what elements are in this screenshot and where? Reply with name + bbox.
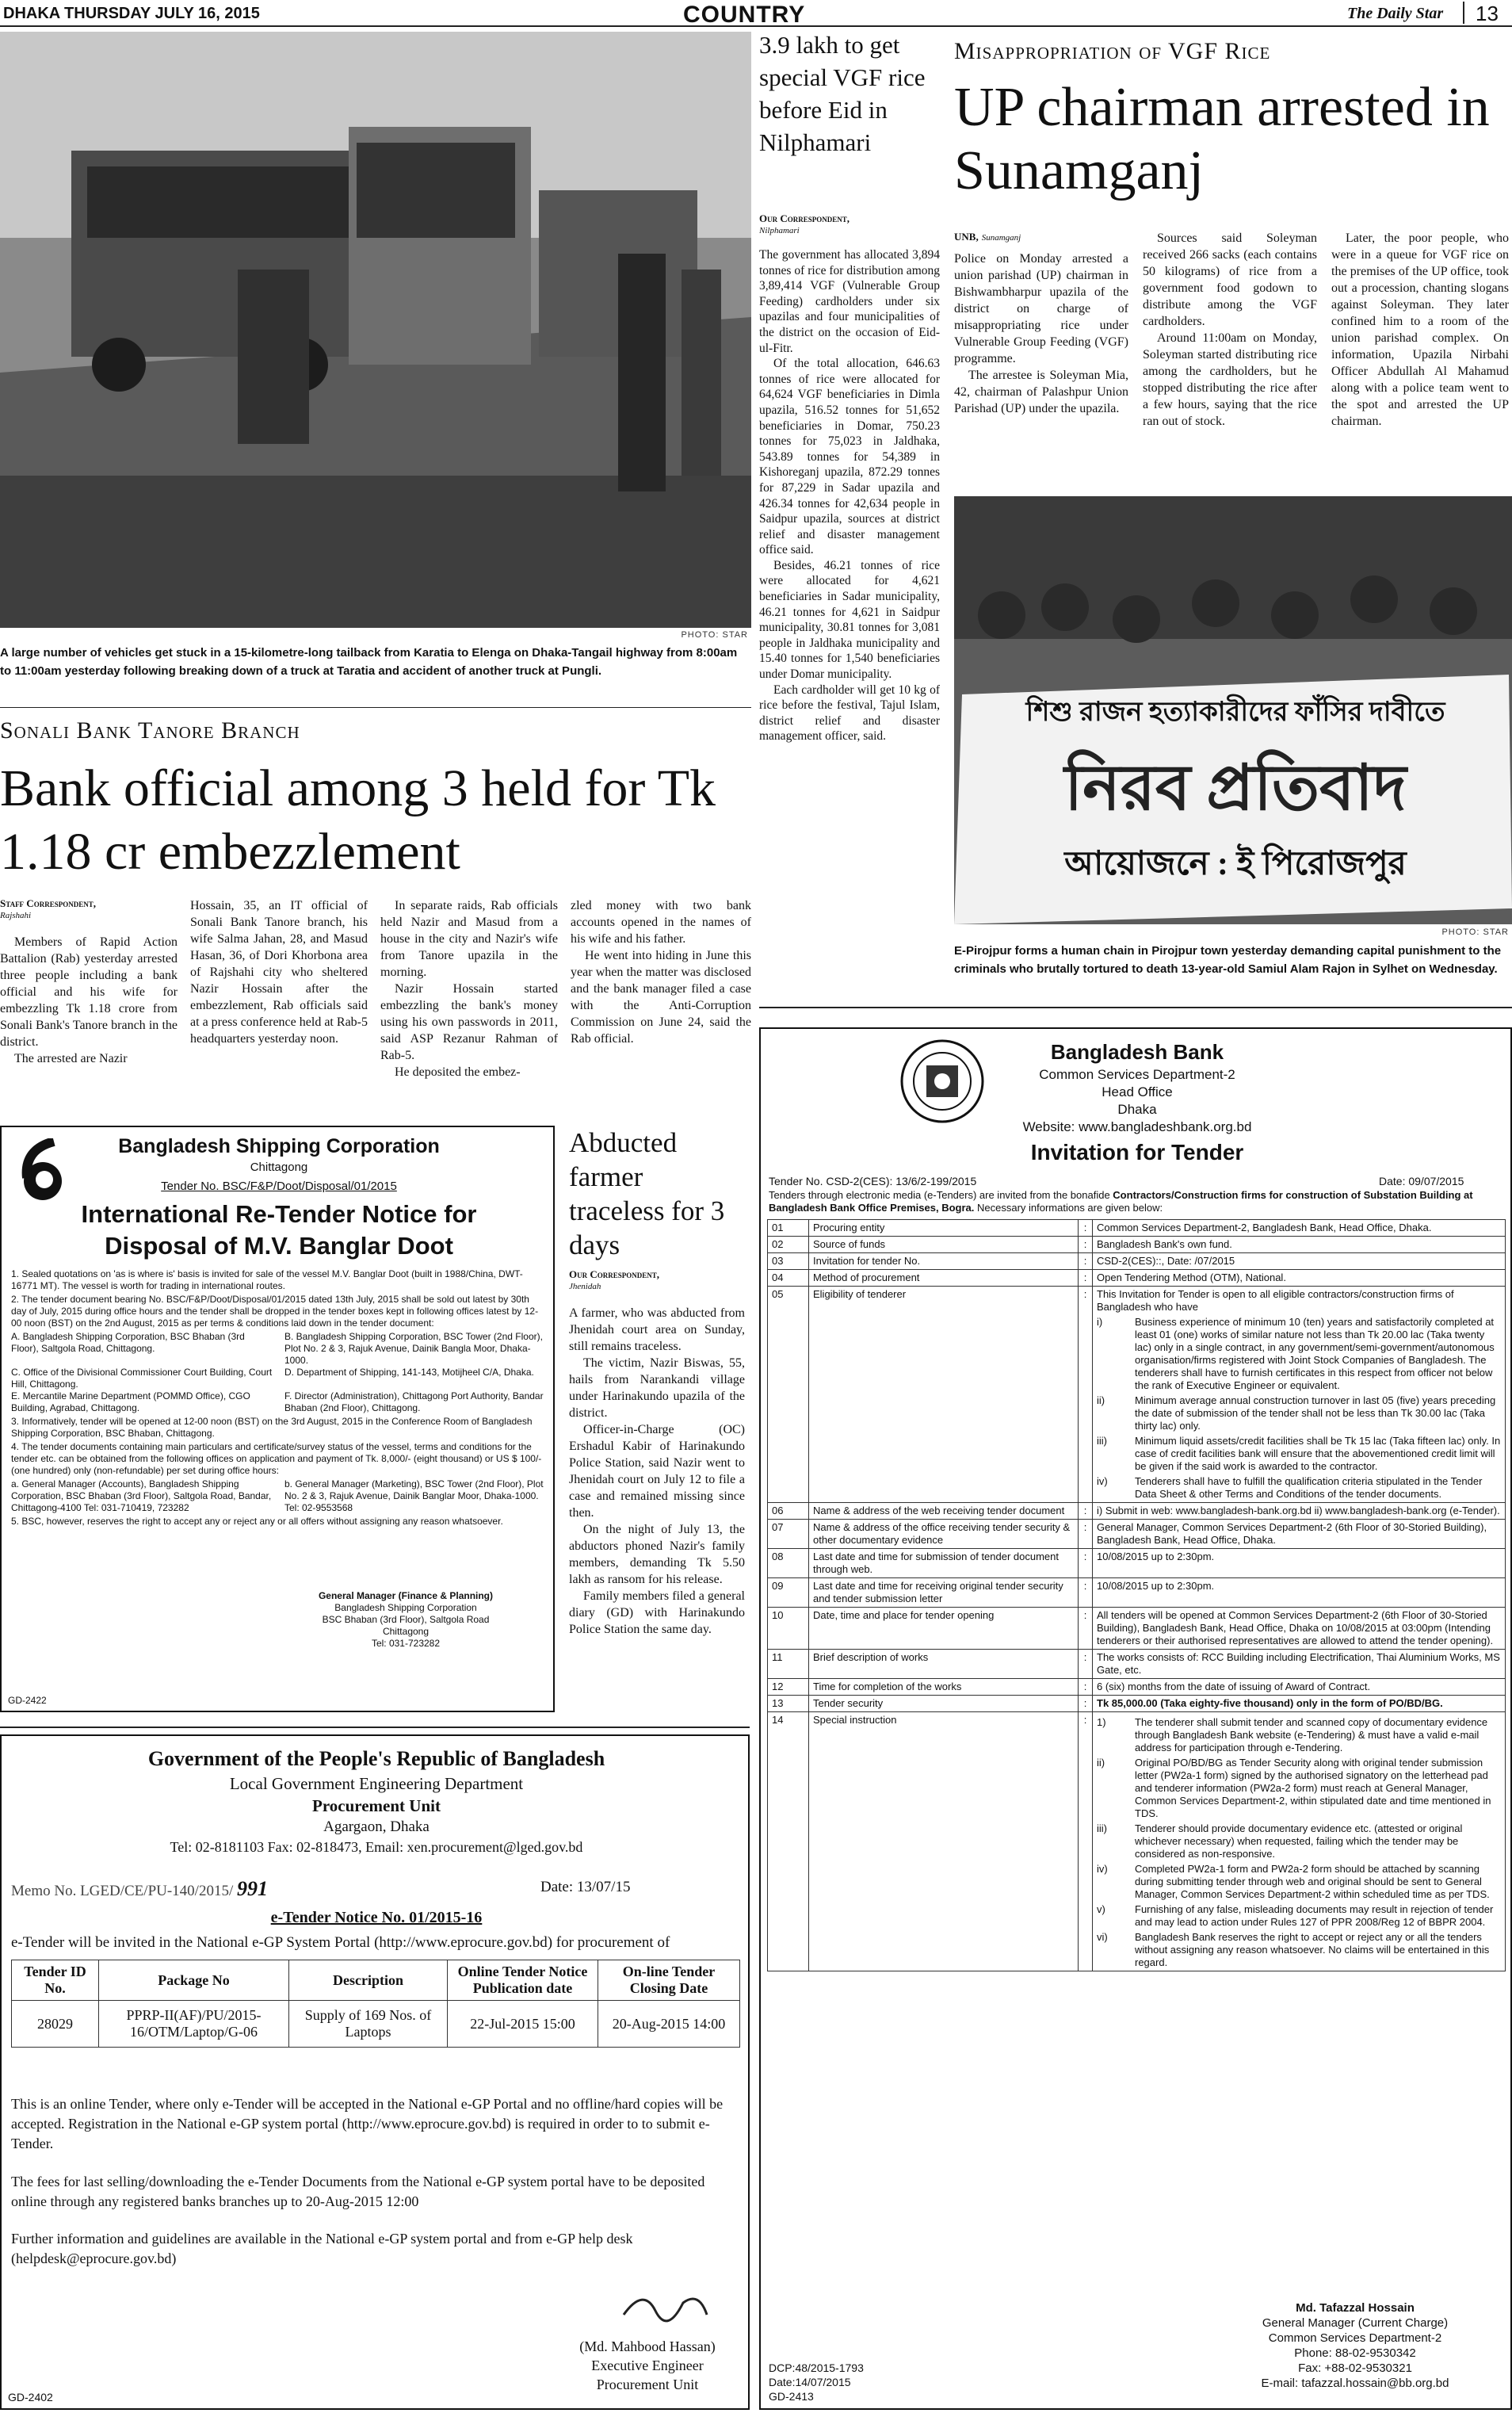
row-colon: : <box>1079 1712 1093 1971</box>
item-text: Minimum average annual construction turnover in last 05 (five) years preceding the date of submission of the tender shall not be less than Tk 30.00 lac (Taka thirty lac) only. <box>1135 1394 1496 1432</box>
item-key: iii) <box>1097 1822 1107 1834</box>
story-paragraph: On the night of July 13, the abductors phoned Nazir's family members, demanding Tk 5.50 lakh as ransom for his release. <box>569 1523 745 1586</box>
table-cell: PPRP-II(AF)/PU/2015-16/OTM/Laptop/G-06 <box>99 2001 289 2048</box>
instruction-item <box>1097 1863 1501 1901</box>
story-paragraph: Around 11:00am on Monday, Soleyman started distributing rice among the cardholders, but he stopped distributing the rice after a few hours, saying that the rice ran out of stock. <box>1143 331 1317 428</box>
story-paragraph: zled money with two bank accounts opened in the names of his wife and his father. <box>571 899 751 946</box>
sign-city: Chittagong <box>382 1626 430 1637</box>
row-colon: : <box>1079 1287 1093 1503</box>
ad-paragraph: The fees for last selling/downloading the e-Tender Documents from the National e-GP system portal have to be deposited online through any registered banks branches up to 20-Aug-2015 12:00 <box>11 2174 705 2209</box>
row-colon: : <box>1079 1608 1093 1650</box>
row-number: 05 <box>768 1287 809 1503</box>
up-column-2 <box>1143 230 1317 480</box>
table-row <box>768 1520 1506 1549</box>
story-paragraph: Nazir Hossain started embezzling the bank's money using his own passwords in 2011, said ASP Rezanur Rahman of Rab-5. <box>380 982 558 1062</box>
byline-place: Rajshahi <box>0 911 32 920</box>
table-row <box>768 1503 1506 1520</box>
sign-tel: Tel: 031-723282 <box>371 1638 441 1649</box>
row-label: Brief description of works <box>809 1650 1079 1679</box>
table-cell: 20-Aug-2015 14:00 <box>598 2001 740 2048</box>
story-paragraph: Sources said Soleyman received 266 sacks (each contains 50 kilograms) of rice from a government food godown to distribute among the VGF cardholders. <box>1143 231 1317 328</box>
ad-gov: Government of the People's Republic of Bangladesh <box>147 1747 605 1770</box>
office-item: D. Department of Shipping, 141-143, Motijheel C/A, Dhaka. <box>284 1367 534 1378</box>
row-colon: : <box>1079 1696 1093 1712</box>
page-header <box>0 0 1512 27</box>
bangladesh-bank-tender-ad <box>759 1027 1512 2410</box>
table-header-cell: Online Tender Notice Publication date <box>448 1960 598 2001</box>
row-value: Bangladesh Bank's own fund. <box>1093 1237 1506 1253</box>
story-paragraph: He deposited the embez- <box>395 1065 521 1079</box>
vgf-body <box>759 247 940 1000</box>
section-title: COUNTRY <box>683 2 806 28</box>
up-column-3 <box>1331 230 1509 480</box>
table-row <box>768 1679 1506 1696</box>
ad-signature <box>548 2337 746 2394</box>
byline <box>0 897 178 921</box>
table-row <box>768 1650 1506 1679</box>
story-paragraph: Officer-in-Charge (OC) Ershadul Kabir of Harinakundo Police Station, said Nazir went to Jhenidah court on July 12 to file a case and remained missing since then. <box>569 1423 745 1520</box>
row-number: 04 <box>768 1270 809 1287</box>
instruction-item <box>1097 1931 1501 1969</box>
row-value: 6 (six) months from the date of issuing of Award of Contract. <box>1093 1679 1506 1696</box>
eligibility-item <box>1097 1475 1501 1501</box>
row-label: Procuring entity <box>809 1220 1079 1237</box>
signature-scribble-icon <box>620 2283 715 2331</box>
lged-tender-ad <box>0 1734 750 2410</box>
ad-website: Website: www.bangladeshbank.org.bd <box>1022 1119 1252 1134</box>
story-column-2 <box>190 897 368 1105</box>
table-row <box>12 2001 740 2048</box>
ad-item: 5. BSC, however, reserves the right to accept any or reject any or all offers without assigning any reason whatsoever. <box>11 1516 503 1527</box>
ad-dept: Common Services Department-2 <box>1039 1067 1235 1082</box>
row-colon: : <box>1079 1679 1093 1696</box>
header-divider <box>1463 2 1464 24</box>
table-cell: 22-Jul-2015 15:00 <box>448 2001 598 2048</box>
row-value: Common Services Department-2, Bangladesh Bank, Head Office, Dhaka. <box>1093 1220 1506 1237</box>
dcp-date: Date:14/07/2015 <box>769 2376 851 2388</box>
ad-item: 2. The tender document bearing No. BSC/F&P/Doot/Disposal/01/2015 dated 13th July, 2015 shall be sold out latest by 30th day of July, 2015 during office hours and the tender shall be dropped in the tender boxes kept in following offices latest by 12-00 noon (BST) on the 2nd August, 2015 as per terms & conditions laid down in the tender document: <box>11 1294 539 1329</box>
story-column-1 <box>0 934 178 1104</box>
notice-number: e-Tender Notice No. 01/2015-16 <box>270 1909 483 1926</box>
office-item: B. Bangladesh Shipping Corporation, BSC Tower (2nd Floor), Plot No. 2 & 3, Rajuk Avenue, Dainik Bangla Moor, Dhaka-1000. <box>284 1331 543 1366</box>
item-text: Minimum liquid assets/credit facilities shall be Tk 15 lac (Taka fifteen lac) only. In case of credit facilities bank will ensure that the abovementioned credit limit will be given if the said work is awarded to the contractor. <box>1135 1435 1501 1472</box>
ad-item: 4. The tender documents containing main particulars and certificate/survey status of the vessel, terms and conditions for the tender etc. can be obtained from the following offices on application and payment of Tk. 8,000/- (eight thousand) or US $ 100/- (one hundred) only (non-refundable) per set during office hours: <box>11 1441 542 1476</box>
row-number: 13 <box>768 1696 809 1712</box>
story-paragraph: Each cardholder will get 10 kg of rice before the festival, Tajul Islam, district relief and disaster management officer, said. <box>759 683 940 744</box>
dcp-number: DCP:48/2015-1793 <box>769 2361 864 2374</box>
story-kicker: Sonali Bank Tanore Branch <box>0 717 300 744</box>
item-key: ii) <box>1097 1757 1105 1769</box>
table-header-cell: Package No <box>99 1960 289 2001</box>
photo-caption: A large number of vehicles get stuck in a 15-kilometre-long tailback from Karatia to Elenga on Dhaka-Tangail highway from 8:00am to 11:00am yesterday following breaking down of a truck at Taratia and accident of another truck at Pungli. <box>0 646 738 678</box>
abducted-body <box>569 1305 745 1717</box>
photo-credit: PHOTO: STAR <box>681 630 748 640</box>
row-label: Source of funds <box>809 1237 1079 1253</box>
instruction-item <box>1097 1822 1501 1860</box>
sign-address: BSC Bhaban (3rd Floor), Saltgola Road <box>322 1614 490 1625</box>
sign-name: Md. Tafazzal Hossain <box>1296 2301 1415 2315</box>
item-key: i) <box>1097 1316 1103 1328</box>
bsc-tender-ad <box>0 1126 555 1712</box>
ad-code: GD-2413 <box>769 2390 814 2403</box>
ad-dept: Local Government Engineering Department <box>229 1774 524 1793</box>
story-paragraph: Police on Monday arrested a union parishad (UP) chairman in Bishwambharpur upazila of the district on charge of misappropriating rice under Vulnerable Group Feeding (VGF) programme. <box>954 252 1128 365</box>
ad-intro: e-Tender will be invited in the National e-GP System Portal (http://www.eprocure.gov.bd) for procurement of <box>11 1934 670 1951</box>
table-row <box>768 1237 1506 1253</box>
story-paragraph: Members of Rapid Action Battalion (Rab) yesterday arrested three people including a bank official and his wife for embezzling Tk 1.18 crore from Sonali Bank's Tanore branch in the district. <box>0 935 178 1049</box>
ad-signature <box>271 1590 540 1650</box>
row-label: Last date and time for submission of tender document through web. <box>809 1549 1079 1578</box>
table-header-row <box>12 1960 740 2001</box>
sign-title: Executive Engineer <box>591 2358 704 2373</box>
traffic-jam-photo <box>0 32 751 628</box>
story-kicker: Misappropriation of VGF Rice <box>954 38 1271 64</box>
eligibility-item <box>1097 1435 1501 1473</box>
up-headline: UP chairman arrested in Sunamganj <box>954 77 1490 201</box>
ad-intro <box>769 1189 1504 1214</box>
row-colon: : <box>1079 1253 1093 1270</box>
row-number: 12 <box>768 1679 809 1696</box>
row-number: 11 <box>768 1650 809 1679</box>
item-text: Tenderer should provide documentary evidence etc. (attested or original whichever necessary) when requested, failing which the tender may be considered as non-responsive. <box>1135 1822 1463 1860</box>
ad-body <box>11 1268 547 1528</box>
item-text: Completed PW2a-1 form and PW2a-2 form should be attached by scanning during submitting tender through web and original should be sent to General Manager, Common Services Department-2 within scheduled time as per TDS. <box>1135 1863 1490 1900</box>
row-value: Tk 85,000.00 (Taka eighty-five thousand) only in the form of PO/BD/BG. <box>1093 1696 1506 1712</box>
item-key: iv) <box>1097 1863 1108 1875</box>
intro-text: Tenders through electronic media (e-Tenders) are invited from the bonafide <box>769 1189 1113 1201</box>
row-value: General Manager, Common Services Department-2 (6th Floor of 30-Storied Building), Bangladesh Bank, Head Office, Dhaka. <box>1093 1520 1506 1549</box>
ad-org: Bangladesh Bank <box>1050 1040 1224 1064</box>
table-row <box>768 1578 1506 1608</box>
item-key: iii) <box>1097 1435 1107 1447</box>
table-row <box>768 1549 1506 1578</box>
row-label: Tender security <box>809 1696 1079 1712</box>
item-key: ii) <box>1097 1394 1105 1406</box>
row-value: Open Tendering Method (OTM), National. <box>1093 1270 1506 1287</box>
row-value: 10/08/2015 up to 2:30pm. <box>1093 1549 1506 1578</box>
row-colon: : <box>1079 1270 1093 1287</box>
row-number: 06 <box>768 1503 809 1520</box>
ad-code: GD-2422 <box>8 1695 47 1706</box>
ad-title-line-1: International Re-Tender Notice for <box>81 1200 477 1228</box>
row-number: 07 <box>768 1520 809 1549</box>
instruction-item <box>1097 1903 1501 1929</box>
office-item: F. Director (Administration), Chittagong Port Authority, Bandar Bhaban (2nd Floor), Chittagong. <box>284 1390 544 1413</box>
table-header-cell: Description <box>289 1960 448 2001</box>
table-cell: Supply of 169 Nos. of Laptops <box>289 2001 448 2048</box>
row-label: Special instruction <box>809 1712 1079 1971</box>
dateline: DHAKA THURSDAY JULY 16, 2015 <box>3 5 260 22</box>
office-list <box>11 1478 547 1514</box>
byline-place: Nilphamari <box>759 226 800 235</box>
banner-line-3: আয়োজনে : ই পিরোজপুর <box>1064 846 1407 882</box>
divider <box>0 1727 750 1728</box>
instruction-item <box>1097 1716 1501 1754</box>
ad-unit: Procurement Unit <box>312 1796 441 1815</box>
office-item: C. Office of the Divisional Commissioner Court Building, Court Hill, Chittagong. <box>11 1367 273 1390</box>
tender-table <box>11 1960 740 2048</box>
row-label: Invitation for tender No. <box>809 1253 1079 1270</box>
row-label: Time for completion of the works <box>809 1679 1079 1696</box>
table-row <box>768 1270 1506 1287</box>
abducted-byline <box>569 1268 743 1292</box>
item-text: The tenderer shall submit tender and scanned copy of documentary evidence through Bangladesh Bank website (e-Tendering) & must have a valid e-mail address for participation through e-Tendering. <box>1135 1716 1488 1753</box>
row-number: 10 <box>768 1608 809 1650</box>
row-value: All tenders will be opened at Common Services Department-2 (6th Floor of 30-Storied Building), Bangladesh Bank, Head Office, Dhaka on 10/08/2015 at 03:00pm (Intending tenderers or their authorised representatives are allowed to attend the tender opening). <box>1093 1608 1506 1650</box>
sign-unit: Procurement Unit <box>596 2377 699 2392</box>
sign-title: General Manager (Current Charge) <box>1262 2316 1449 2330</box>
row-value: CSD-2(CES)::, Date: /07/2015 <box>1093 1253 1506 1270</box>
office-list <box>11 1331 547 1414</box>
row-colon: : <box>1079 1650 1093 1679</box>
row-colon: : <box>1079 1578 1093 1608</box>
ad-signature <box>1205 2300 1506 2391</box>
photo-credit: PHOTO: STAR <box>1441 927 1509 937</box>
divider <box>759 1007 1512 1008</box>
sign-org: Bangladesh Shipping Corporation <box>334 1602 477 1613</box>
vgf-headline: 3.9 lakh to get special VGF rice before Eid in Nilphamari <box>759 31 926 156</box>
tender-date: Date: 09/07/2015 <box>1379 1175 1464 1187</box>
row-label: Method of procurement <box>809 1270 1079 1287</box>
sign-phone: Phone: 88-02-9530342 <box>1294 2346 1416 2360</box>
story-paragraph: Hossain, 35, an IT official of Sonali Bank Tanore branch, his wife Salma Jahan, 28, and Masud Hasan, 36, of Dori Khorbona area of Rajshahi city who sheltered Nazir Hossain after the embezzlement, Rab officials said at a press conference held at Rab-5 headquarters yesterday noon. <box>190 899 368 1046</box>
page-number: 13 <box>1476 2 1499 25</box>
memo-date: Date: 13/07/15 <box>540 1879 631 1895</box>
row-label: Date, time and place for tender opening <box>809 1608 1079 1650</box>
tender-table <box>767 1219 1506 1971</box>
row-value: 10/08/2015 up to 2:30pm. <box>1093 1578 1506 1608</box>
masthead-logo: The Daily Star <box>1347 5 1444 22</box>
eligibility-item <box>1097 1394 1501 1432</box>
byline-name: UNB, <box>954 231 979 243</box>
ad-code: GD-2402 <box>8 2391 53 2403</box>
table-cell: 28029 <box>12 2001 99 2048</box>
row-number: 01 <box>768 1220 809 1237</box>
eligibility-item <box>1097 1316 1501 1392</box>
story-paragraph: The arrestee is Soleyman Mia, 42, chairman of Palashpur Union Parishad (UP) under the upazila. <box>954 369 1128 415</box>
table-row <box>768 1696 1506 1712</box>
row-number: 08 <box>768 1549 809 1578</box>
story-paragraph: Family members filed a general diary (GD) with Harinakundo Police Station the same day. <box>569 1589 745 1636</box>
ad-item: 3. Informatively, tender will be opened at 12-00 noon (BST) on the 3rd August, 2015 in the Conference Room of Bangladesh Shipping Corporation, BSC Bhaban, Chittagong. <box>11 1416 533 1439</box>
intro-text: Necessary informations are given below: <box>974 1202 1163 1214</box>
table-row <box>768 1712 1506 1971</box>
table-row <box>768 1608 1506 1650</box>
row-colon: : <box>1079 1237 1093 1253</box>
row-colon: : <box>1079 1520 1093 1549</box>
row-colon: : <box>1079 1549 1093 1578</box>
table-header-cell: On-line Tender Closing Date <box>598 1960 740 2001</box>
story-column-4 <box>571 897 751 1105</box>
story-paragraph: The victim, Nazir Biswas, 55, hails from Narankandi village under Harinakundo upazila of the district. <box>569 1356 745 1420</box>
ad-contact: Tel: 02-8181103 Fax: 02-818473, Email: xen.procurement@lged.gov.bd <box>170 1839 583 1855</box>
sign-dept: Common Services Department-2 <box>1268 2331 1442 2345</box>
ad-reference <box>769 2361 864 2403</box>
ad-paragraph: This is an online Tender, where only e-Tender will be accepted in the National e-GP Portal and no offline/hard copies will be accepted. Registration in the National e-GP system portal (http://www.eprocure.gov.bd) is required in order to to submit e-Tender. <box>11 2096 724 2151</box>
table-header-cell: Tender ID No. <box>12 1960 99 2001</box>
story-paragraph: Of the total allocation, 646.63 tonnes of rice were allocated for 64,624 VGF beneficiaries in Dimla upazila, 516.52 tonnes for 51,652 beneficiaries in Domar, 750.23 tonnes for 75,023 in Jaldhaka, 543.89 tonnes for 54,389 in Kishoreganj upazila, 872.29 tonnes for 87,229 in Sadar upazila and 426.34 tonnes for 42,634 people in Saidpur upazila, sources at district relief and disaster management office said. <box>759 357 940 557</box>
byline-place: Sunamganj <box>981 233 1021 243</box>
story-paragraph: In separate raids, Rab officials held Nazir and Masud from a house in the city and Nazir's wife from Tanore upazila in the morning. <box>380 899 558 979</box>
up-byline <box>954 230 1128 244</box>
row-number: 02 <box>768 1237 809 1253</box>
row-value: i) Submit in web: www.bangladesh-bank.org.bd ii) www.bangladesh-bank.org (e-Tender). <box>1093 1503 1506 1520</box>
tender-info-table <box>767 1219 1506 1971</box>
byline-name: Our Correspondent, <box>569 1268 660 1280</box>
row-label: Name & address of the office receiving tender security & other documentary evidence <box>809 1520 1079 1549</box>
byline-place: Jhenidah <box>569 1282 601 1291</box>
memo-number <box>11 1877 268 1901</box>
table-row <box>768 1287 1506 1503</box>
story-paragraph: A farmer, who was abducted from Jhenidah court area on Sunday, still remains traceless. <box>569 1306 745 1353</box>
story-paragraph: Later, the poor people, who were in a queue for VGF rice on the premises of the UP office, took out a procession, chanting slogans against Soleyman. They later confined him to a room of the union parishad complex. On information, Upazila Nirbahi Officer Abdullah Al Mahamud along with a police team went to the spot and arrested the UP chairman. <box>1331 231 1509 428</box>
item-text: Tenderers shall have to fulfill the qualification criteria stipulated in the Tender Data Sheet & other Terms and Conditions of the tender documents. <box>1135 1475 1483 1500</box>
divider <box>0 707 751 708</box>
office-item: A. Bangladesh Shipping Corporation, BSC Bhaban (3rd Floor), Saltgola Road, Chittagong. <box>11 1331 245 1354</box>
vgf-byline <box>759 212 941 236</box>
story-paragraph: The government has allocated 3,894 tonnes of rice for distribution among 3,89,414 VGF (Vulnerable Group Feeding) cardholders under six upazilas and four municipalities of the district on the occasion of Eid-ul-Fitr. <box>759 248 940 355</box>
headline: Bank official among 3 held for Tk 1.18 cr embezzlement <box>0 759 716 881</box>
photo-caption: E-Pirojpur forms a human chain in Pirojpur town yesterday demanding capital punishment to the criminals who brutally tortured to death 13-year-old Samiul Alam Rajon in Sylhet on Wednesday. <box>954 944 1502 976</box>
item-text: Bangladesh Bank reserves the right to accept or reject any or all the tenders without assigning any reason whatsoever. No claims will be entertained in this regard. <box>1135 1931 1490 1968</box>
row-colon: : <box>1079 1220 1093 1237</box>
item-key: 1) <box>1097 1716 1106 1728</box>
table-row <box>768 1253 1506 1270</box>
item-text: Business experience of minimum 10 (ten) years and satisfactorily completed at least 01 (one) works of similar nature not less than Tk 20.00 lac (Taka twenty lac) only in a single contract, in any government/semi-government/autonomous organisation/firms registered with Joint Stock Companies of Bangladesh. The tenderers shall have to furnish certificates in this respect from officer not below the rank of Executive Engineer or equivalent. <box>1135 1316 1495 1391</box>
abducted-headline: Abducted farmer traceless for 3 days <box>569 1127 725 1260</box>
ad-city: Dhaka <box>1117 1102 1157 1117</box>
banner-line-1: শিশু রাজন হত্যাকারীদের ফাঁসির দাবীতে <box>1025 698 1445 727</box>
row-label: Eligibility of tenderer <box>809 1287 1079 1503</box>
memo-handwritten: 991 <box>237 1877 268 1900</box>
item-key: iv) <box>1097 1475 1108 1487</box>
story-column-3 <box>380 897 558 1105</box>
row-label: Name & address of the web receiving tender document <box>809 1503 1079 1520</box>
intro-highlight: Contractors/Construction firms for construction of Substation Building at Bangladesh Bank Office Premises, Bogra. <box>769 1189 1473 1214</box>
ad-title-line-2: Disposal of M.V. Banglar Doot <box>105 1232 453 1260</box>
row-number: 03 <box>768 1253 809 1270</box>
story-paragraph: Besides, 46.21 tonnes of rice were allocated for 4,621 beneficiaries in Sadar municipality, 46.21 tonnes for 4,621 in Saidpur municipality, 30.81 tonnes for 3,081 people in Jaldhaka municipality and 15.40 tonnes for 1,540 beneficiaries under Domar municipality. <box>759 558 940 682</box>
row-value: The works consists of: RCC Building including Electrification, Thai Aluminium Works, MS Gate, etc. <box>1093 1650 1506 1679</box>
row-number: 14 <box>768 1712 809 1971</box>
ad-item: 1. Sealed quotations on 'as is where is' basis is invited for sale of the vessel M.V. Banglar Doot (built in 1988/China, DWT-16771 MT). The vessel is worth for trading in international routes. <box>11 1268 523 1291</box>
ad-address: Agargaon, Dhaka <box>323 1818 430 1835</box>
item-key: vi) <box>1097 1931 1108 1943</box>
ad-paragraph: Further information and guidelines are available in the National e-GP system portal and from e-GP help desk (helpdesk@eprocure.gov.bd) <box>11 2231 633 2266</box>
ad-title: Invitation for Tender <box>1030 1140 1244 1164</box>
item-key: v) <box>1097 1903 1105 1915</box>
ad-office: Head Office <box>1102 1084 1173 1099</box>
special-instruction-cell <box>1093 1712 1506 1971</box>
office-item: b. General Manager (Marketing), BSC Tower (2nd Floor), Plot No. 2 & 3, Rajuk Avenue, Dainik Banglar Moor, Dhaka-1000. Tel: 02-9553568 <box>284 1478 544 1513</box>
office-item: a. General Manager (Accounts), Bangladesh Shipping Corporation, BSC Bhaban (3rd Floor), Saltgola Road, Bandar, Chittagong-4100 Tel: 031-710419, 723282 <box>11 1478 272 1513</box>
row-label: Last date and time for receiving original tender security and tender submission letter <box>809 1578 1079 1608</box>
byline-name: Staff Correspondent, <box>0 897 96 909</box>
sign-title: General Manager (Finance & Planning) <box>318 1590 494 1601</box>
item-text: Original PO/BD/BG as Tender Security along with original tender submission letter (PW2a-1 form) signed by the authorised signatory on the letterhead pad and tenderer information (PW2a-2 form) must reach at General Manager, Common Services Department-2, within stipulated date and time mentioned in TDS. <box>1135 1757 1491 1819</box>
tender-number: Tender No. BSC/F&P/Doot/Disposal/01/2015 <box>161 1180 397 1193</box>
sign-email: E-mail: tafazzal.hossain@bb.org.bd <box>1261 2377 1449 2390</box>
item-text: Furnishing of any false, misleading documents may result in rejection of tender and may lead to action under Rules 127 of PPR 2008/Reg 12 of BBPR 2004. <box>1135 1903 1494 1928</box>
up-column-1 <box>954 250 1128 480</box>
byline-name: Our Correspondent, <box>759 212 850 224</box>
memo-label: Memo No. LGED/CE/PU-140/2015/ <box>11 1883 234 1899</box>
story-paragraph: He went into hiding in June this year when the matter was disclosed and the bank manager filed a case with the Anti-Corruption Commission on June 24, said the Rab official. <box>571 949 751 1046</box>
banner-line-2: নিরব প্রতিবাদ <box>1064 754 1407 824</box>
human-chain-photo <box>954 496 1512 924</box>
ad-org: Bangladesh Shipping Corporation <box>118 1135 440 1157</box>
sign-fax: Fax: +88-02-9530321 <box>1298 2361 1412 2375</box>
ad-city: Chittagong <box>250 1161 308 1174</box>
office-item: E. Mercantile Marine Department (POMMD Office), CGO Building, Agrabad, Chittagong. <box>11 1390 250 1413</box>
eligibility-intro: This Invitation for Tender is open to all eligible contractors/construction firms of Bangladesh who have <box>1097 1288 1454 1313</box>
table-row <box>768 1220 1506 1237</box>
eligibility-cell <box>1093 1287 1506 1503</box>
instruction-item <box>1097 1757 1501 1820</box>
row-colon: : <box>1079 1503 1093 1520</box>
row-number: 09 <box>768 1578 809 1608</box>
tender-number: Tender No. CSD-2(CES): 13/6/2-199/2015 <box>769 1175 977 1187</box>
story-paragraph: The arrested are Nazir <box>14 1052 128 1065</box>
sign-name: (Md. Mahbood Hassan) <box>579 2338 716 2354</box>
